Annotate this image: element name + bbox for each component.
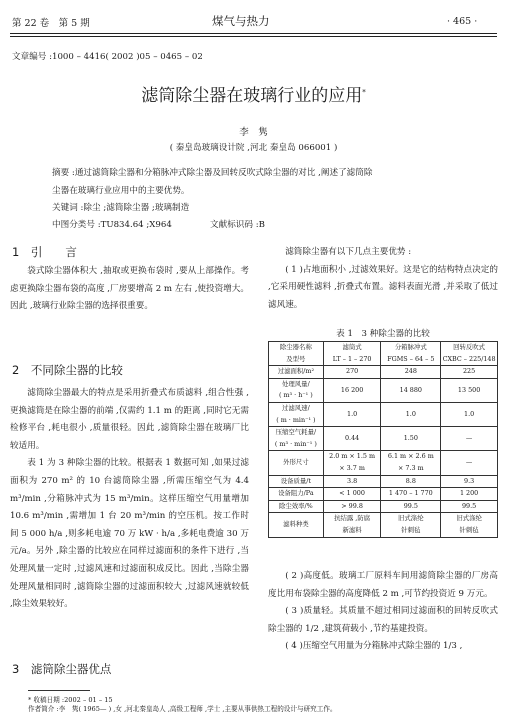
table-cell: 回转反吹式 CXBC – 225/148 — [441, 342, 498, 366]
paragraph: ( 4 )压缩空气用量为分箱脉冲式除尘器的 1/3 , — [285, 641, 463, 652]
paragraph: 滤筒除尘器有以下几点主要优势 : — [285, 247, 412, 257]
paragraph: 表 1 为 3 种除尘器的比较。根据表 1 数据可知 ,如果过滤面积为 270 m² 的 10 台滤筒除尘器 ,所需压缩空气为 4.4 m³/min ,分箱脉冲式为 15 m³/min。这样压缩空气用量增加 10.6 m³/min ,需增加 1 台 20 m³/min 的空压机。按工作时间 5 000 h/a ,则多耗电逾 70 万 kW · h/a ,多耗电费逾 30 万元/a。另外 ,除尘器的比较应在同样过滤面积的条件下进行 ,当处理风量一定时 ,过滤风速和过滤面积成反比。因此 ,当除尘器处理风量相同时 ,滤筒除尘器的过滤面积较大 ,过滤风速就较低 ,除尘效果较好。 — [10, 458, 249, 610]
journal-name: 煤气与热力 — [212, 14, 270, 28]
author: 李 隽 — [239, 127, 268, 138]
table-cell: 1.0 — [441, 402, 498, 426]
row-label: 滤料种类 — [269, 513, 324, 537]
table-cell: 99.5 — [441, 500, 498, 513]
comparison-table — [268, 341, 498, 538]
row-label: 过滤面积/m² — [269, 366, 324, 379]
right-column-top — [268, 244, 498, 314]
paragraph: ( 1 )占地面积小 ,过滤效果好。这是它的结构特点决定的 ,它采用硬性滤料 ,折叠式布置。滤料表面光滑 ,并采取了低过滤风速。 — [268, 264, 498, 310]
table-caption: 表 1 3 种除尘器的比较 — [336, 329, 430, 339]
table-cell: — — [441, 451, 498, 475]
table-cell: > 99.8 — [323, 500, 381, 513]
row-label: 压缩空气耗量/ ( m³ · min⁻¹ ) — [269, 427, 324, 451]
table-cell: 旧式涤纶 针刺毡 — [441, 513, 498, 537]
paragraph: 袋式除尘器体积大 ,抽取或更换布袋时 ,要从上部操作。考虑更换除尘器布袋的高度 ,厂房要增高 2 m 左右 ,使投资增大。因此 ,玻璃行业除尘器的选择很重要。 — [10, 266, 249, 312]
table-cell: 6.1 m × 2.6 m × 7.3 m — [381, 451, 441, 475]
row-label: 除尘效率/% — [269, 500, 324, 513]
table-cell: 分箱脉冲式 FGMS – 64 – 5 — [381, 342, 441, 366]
table-cell: 16 200 — [323, 378, 381, 402]
table-cell: 滤筒式 LT – 1 – 270 — [323, 342, 381, 366]
table-cell: 270 — [323, 366, 381, 379]
section-1-body — [10, 263, 249, 316]
article-number: 文章编号 :1000 – 4416( 2002 )05 – 0465 – 02 — [12, 52, 203, 62]
table-cell: 1 470 – 1 770 — [381, 488, 441, 501]
paragraph: ( 3 )质量轻。其质量不超过相同过滤面积的回转反吹式除尘器的 1/2 ,建筑荷载小 ,节约基建投资。 — [268, 606, 498, 634]
table-row — [269, 378, 498, 402]
footnote-rule — [28, 690, 90, 691]
row-label: 设备阻力/Pa — [269, 488, 324, 501]
table-cell: 1.50 — [381, 427, 441, 451]
table-cell: 除尘器名称 及型号 — [269, 342, 324, 366]
document-code: 文献标识码 :B — [210, 220, 265, 230]
table-cell: 旧式涤纶 针刺毡 — [381, 513, 441, 537]
table-cell: 248 — [381, 366, 441, 379]
header-rule — [10, 33, 497, 34]
table-cell: 99.5 — [381, 500, 441, 513]
abstract-line-2: 尘器在玻璃行业应用中的主要优势。 — [52, 186, 190, 196]
section-2-heading: 2 不同除尘器的比较 — [12, 363, 123, 377]
row-label: 外形尺寸 — [269, 451, 324, 475]
row-label: 过滤风速/ ( m · min⁻¹ ) — [269, 402, 324, 426]
table-cell: 1.0 — [323, 402, 381, 426]
table-row — [269, 475, 498, 488]
table-row — [269, 488, 498, 501]
abstract-line-1: 摘要 :通过滤筒除尘器和分箱脉冲式除尘器及回转反吹式除尘器的对比 ,阐述了滤筒除 — [52, 168, 373, 178]
header-rule-thin — [10, 36, 497, 37]
volume-issue: 第 22 卷 第 5 期 — [12, 18, 90, 29]
table-cell: — — [441, 427, 498, 451]
keywords: 关键词 :除尘 ;滤筒除尘器 ;玻璃制造 — [52, 203, 190, 213]
table-cell: 抗结露 ,防腐 新滤料 — [323, 513, 381, 537]
table-cell: 2.0 m × 1.5 m × 3.7 m — [323, 451, 381, 475]
row-label: 处理风量/ ( m³ · h⁻¹ ) — [269, 378, 324, 402]
paragraph: ( 2 )高度低。玻璃工厂原料车间用滤筒除尘器的厂房高度比用布袋除尘器的高度降低 2 m ,可节约投资近 9 万元。 — [268, 571, 498, 599]
title-block — [0, 81, 507, 106]
section-2-body — [10, 385, 249, 614]
paragraph: 滤筒除尘器最大的特点是采用折叠式布质滤料 ,组合性强 ,更换滤筒是在除尘器的前端 ,仅需约 1.1 m 的距离 ,同时它无需检修平台 ,耗电很小 ,质量很轻。因此 ,滤筒除尘器在玻璃厂比较适用。 — [10, 388, 249, 451]
table-row — [269, 513, 498, 537]
row-label: 设备质量/t — [269, 475, 324, 488]
author-bio: 作者简介 :李 隽( 1965— ) ,女 ,河北秦皇岛人 ,高级工程师 ,学士 ,主要从事供热工程的设计与研究工作。 — [28, 705, 337, 713]
section-1-heading: 1 引 言 — [12, 245, 77, 259]
table-cell: 1 200 — [441, 488, 498, 501]
table-cell: 0.44 — [323, 427, 381, 451]
page-number: · 465 · — [447, 16, 478, 27]
table-cell: 3.8 — [323, 475, 381, 488]
table-row — [269, 402, 498, 426]
clc-number: 中图分类号 :TU834.64 ;X964 — [52, 220, 172, 230]
received-date: * 收稿日期 :2002 – 01 – 15 — [28, 696, 113, 704]
title-footnote-mark: * — [362, 88, 366, 97]
table-row — [269, 427, 498, 451]
table-cell: < 1 000 — [323, 488, 381, 501]
table-header-row — [269, 342, 498, 366]
table-cell: 225 — [441, 366, 498, 379]
table-cell: 14 880 — [381, 378, 441, 402]
table-row — [269, 366, 498, 379]
table-cell: 1.0 — [381, 402, 441, 426]
table-row — [269, 451, 498, 475]
section-3-heading: 3 滤筒除尘器优点 — [12, 662, 112, 676]
table-cell: 13 500 — [441, 378, 498, 402]
right-column-bottom — [268, 568, 498, 656]
table-row — [269, 500, 498, 513]
affiliation: ( 秦皇岛玻璃设计院 ,河北 秦皇岛 066001 ) — [169, 143, 338, 153]
table-cell: 8.8 — [381, 475, 441, 488]
article-title: 滤筒除尘器在玻璃行业的应用 — [141, 86, 363, 106]
table-cell: 9.3 — [441, 475, 498, 488]
